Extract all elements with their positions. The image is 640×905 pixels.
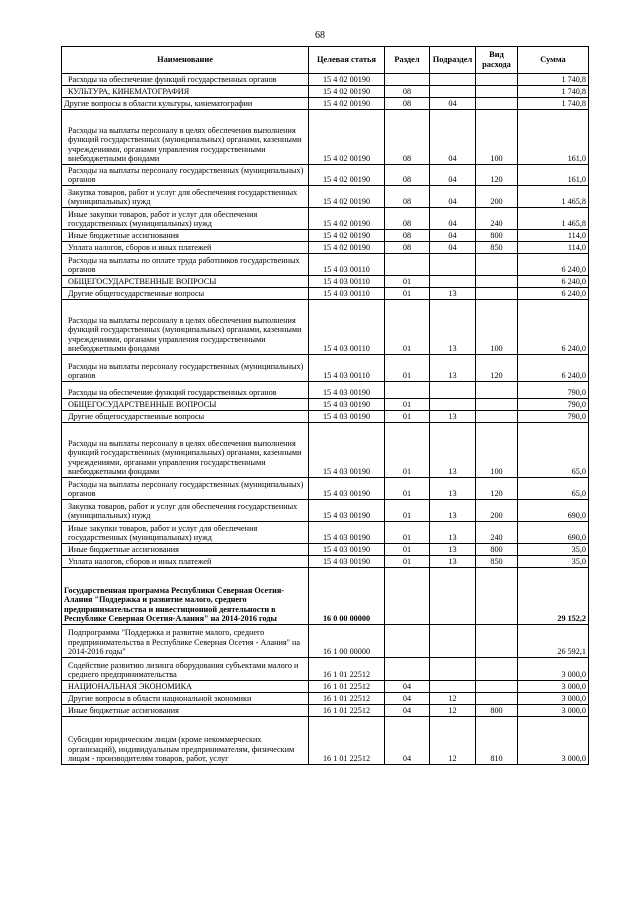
cell-section: 08 [385,165,430,186]
cell-target-article: 15 4 02 00190 [309,208,385,230]
cell-expense-type: 120 [476,355,518,382]
cell-subsection [430,86,476,98]
cell-target-article: 15 4 03 00190 [309,500,385,522]
cell-sum: 161,0 [518,165,589,186]
page-number: 68 [315,30,325,41]
cell-target-article: 15 4 02 00190 [309,74,385,86]
cell-expense-type: 120 [476,478,518,500]
cell-sum: 6 240,0 [518,288,589,300]
cell-name: Другие общегосударственные вопросы [62,411,309,423]
cell-section: 08 [385,110,430,165]
table-row [62,423,589,478]
table-row [62,98,589,110]
cell-name: Расходы на выплаты по оплате труда работников государственных органов [62,254,309,276]
cell-expense-type [476,86,518,98]
cell-subsection: 04 [430,208,476,230]
cell-sum: 3 000,0 [518,717,589,765]
cell-name: Расходы на выплаты персоналу государственных (муниципальных) органов [62,478,309,500]
cell-expense-type [476,568,518,625]
cell-subsection: 12 [430,693,476,705]
cell-target-article: 15 4 03 00190 [309,411,385,423]
cell-expense-type: 800 [476,230,518,242]
cell-target-article: 15 4 02 00190 [309,242,385,254]
cell-name: Другие общегосударственные вопросы [62,288,309,300]
cell-expense-type [476,288,518,300]
cell-expense-type: 240 [476,208,518,230]
cell-expense-type [476,681,518,693]
cell-target-article: 15 4 03 00190 [309,399,385,411]
cell-sum: 6 240,0 [518,300,589,355]
cell-subsection [430,568,476,625]
cell-name: Закупка товаров, работ и услуг для обеспечения государственных (муниципальных) нужд [62,500,309,522]
cell-subsection: 04 [430,110,476,165]
cell-subsection [430,382,476,399]
cell-sum: 114,0 [518,242,589,254]
table-row [62,556,589,568]
table-row [62,705,589,717]
budget-table [61,46,589,765]
cell-target-article: 15 4 03 00110 [309,300,385,355]
cell-name: Подпрограмма "Поддержка и развитие малого, среднего предпринимательства в Республике Северная Осетия - Алания" на 2014-2016 годы" [62,625,309,658]
cell-name: Иные закупки товаров, работ и услуг для обеспечения государственных (муниципальных) нужд [62,522,309,544]
cell-sum: 790,0 [518,411,589,423]
table-row [62,382,589,399]
cell-expense-type: 240 [476,522,518,544]
cell-subsection: 13 [430,355,476,382]
cell-subsection: 04 [430,98,476,110]
cell-subsection [430,399,476,411]
cell-section: 01 [385,478,430,500]
cell-sum: 65,0 [518,423,589,478]
cell-name: Уплата налогов, сборов и иных платежей [62,556,309,568]
table-row [62,522,589,544]
header-expense-type: Вид расхода [476,47,518,74]
cell-subsection [430,658,476,681]
table-row [62,478,589,500]
cell-name: Уплата налогов, сборов и иных платежей [62,242,309,254]
cell-target-article: 16 1 01 22512 [309,681,385,693]
cell-name: Иные бюджетные ассигнования [62,544,309,556]
table-row [62,544,589,556]
cell-target-article: 16 0 00 00000 [309,568,385,625]
cell-expense-type [476,382,518,399]
table-row [62,355,589,382]
cell-sum: 690,0 [518,522,589,544]
cell-name: Расходы на обеспечение функций государственных органов [62,74,309,86]
cell-subsection [430,254,476,276]
cell-section [385,658,430,681]
cell-expense-type: 100 [476,110,518,165]
cell-name: Другие вопросы в области культуры, кинематографии [62,98,309,110]
table-row [62,681,589,693]
cell-target-article: 16 1 01 22512 [309,705,385,717]
cell-sum: 29 152,2 [518,568,589,625]
cell-section: 04 [385,705,430,717]
cell-name: Содействие развитию лизинга оборудования субъектами малого и среднего предпринимательства [62,658,309,681]
cell-sum: 3 000,0 [518,658,589,681]
table-row [62,276,589,288]
cell-sum: 1 465,8 [518,208,589,230]
cell-subsection [430,74,476,86]
cell-sum: 35,0 [518,556,589,568]
cell-name: Субсидии юридическим лицам (кроме некоммерческих организаций), индивидуальным предпринимателям, физическим лицам - производителям товаров, работ, услуг [62,717,309,765]
cell-target-article: 16 1 01 22512 [309,658,385,681]
cell-target-article: 15 4 03 00110 [309,288,385,300]
cell-subsection: 04 [430,230,476,242]
cell-sum: 690,0 [518,500,589,522]
cell-sum: 26 592,1 [518,625,589,658]
header-name: Наименование [62,47,309,74]
table-row [62,411,589,423]
cell-expense-type: 850 [476,556,518,568]
table-row [62,658,589,681]
cell-subsection: 13 [430,522,476,544]
cell-target-article: 15 4 03 00110 [309,254,385,276]
cell-expense-type [476,98,518,110]
cell-subsection: 12 [430,717,476,765]
cell-target-article: 15 4 03 00190 [309,544,385,556]
cell-section: 04 [385,717,430,765]
cell-section: 01 [385,423,430,478]
cell-target-article: 15 4 02 00190 [309,186,385,208]
cell-name: НАЦИОНАЛЬНАЯ ЭКОНОМИКА [62,681,309,693]
cell-name: ОБЩЕГОСУДАРСТВЕННЫЕ ВОПРОСЫ [62,276,309,288]
cell-sum: 3 000,0 [518,693,589,705]
cell-sum: 790,0 [518,382,589,399]
cell-target-article: 15 4 03 00110 [309,355,385,382]
cell-subsection: 13 [430,544,476,556]
cell-section [385,382,430,399]
table-row [62,625,589,658]
table-header-row [62,47,589,74]
cell-name: ОБЩЕГОСУДАРСТВЕННЫЕ ВОПРОСЫ [62,399,309,411]
cell-target-article: 15 4 02 00190 [309,110,385,165]
cell-sum: 3 000,0 [518,681,589,693]
cell-name: Другие вопросы в области национальной экономики [62,693,309,705]
cell-subsection: 13 [430,288,476,300]
cell-name: Расходы на выплаты персоналу в целях обеспечения выполнения функций государственных (муниципальных) органами, казенными учреждениями, органами управления государственными внебюджетными фондами [62,300,309,355]
cell-target-article: 15 4 02 00190 [309,86,385,98]
cell-section: 08 [385,230,430,242]
cell-section: 01 [385,399,430,411]
table-row [62,208,589,230]
cell-section: 01 [385,544,430,556]
cell-subsection [430,681,476,693]
header-subsection: Подраздел [430,47,476,74]
cell-section: 01 [385,556,430,568]
cell-subsection: 13 [430,500,476,522]
cell-sum: 6 240,0 [518,355,589,382]
cell-name: Расходы на выплаты персоналу в целях обеспечения выполнения функций государственных (муниципальных) органами, казенными учреждениями, органами управления государственными внебюджетными фондами [62,110,309,165]
cell-sum: 65,0 [518,478,589,500]
cell-subsection: 13 [430,556,476,568]
table-row [62,74,589,86]
cell-expense-type [476,411,518,423]
table-row [62,568,589,625]
cell-section: 04 [385,693,430,705]
cell-expense-type [476,693,518,705]
cell-section: 04 [385,681,430,693]
cell-section [385,254,430,276]
cell-expense-type: 800 [476,705,518,717]
cell-sum: 35,0 [518,544,589,556]
cell-section: 01 [385,300,430,355]
cell-target-article: 16 1 00 00000 [309,625,385,658]
cell-subsection: 04 [430,165,476,186]
cell-section: 01 [385,355,430,382]
cell-expense-type: 120 [476,165,518,186]
cell-subsection: 13 [430,478,476,500]
cell-target-article: 15 4 03 00190 [309,556,385,568]
cell-target-article: 15 4 03 00110 [309,276,385,288]
cell-name: Расходы на выплаты персоналу в целях обеспечения выполнения функций государственных (муниципальных) органами, казенными учреждениями, органами управления государственными внебюджетными фондами [62,423,309,478]
cell-section: 01 [385,522,430,544]
cell-name: Расходы на обеспечение функций государственных органов [62,382,309,399]
table-row [62,288,589,300]
cell-section [385,74,430,86]
table-row [62,86,589,98]
cell-section: 08 [385,186,430,208]
cell-target-article: 15 4 03 00190 [309,423,385,478]
table-row [62,242,589,254]
cell-subsection: 12 [430,705,476,717]
cell-sum: 114,0 [518,230,589,242]
cell-expense-type: 100 [476,300,518,355]
cell-section: 01 [385,500,430,522]
cell-sum: 1 740,8 [518,74,589,86]
table-row [62,693,589,705]
table-row [62,186,589,208]
cell-subsection: 04 [430,186,476,208]
cell-sum: 161,0 [518,110,589,165]
table-body [62,74,589,765]
cell-target-article: 15 4 03 00190 [309,382,385,399]
table-row [62,165,589,186]
cell-expense-type: 800 [476,544,518,556]
header-target-article: Целевая статья [309,47,385,74]
cell-subsection: 13 [430,423,476,478]
header-sum: Сумма [518,47,589,74]
cell-name: Иные закупки товаров, работ и услуг для обеспечения государственных (муниципальных) нужд [62,208,309,230]
cell-target-article: 15 4 03 00190 [309,478,385,500]
cell-sum: 6 240,0 [518,254,589,276]
cell-expense-type [476,276,518,288]
cell-sum: 3 000,0 [518,705,589,717]
table-row [62,254,589,276]
cell-expense-type: 810 [476,717,518,765]
table-row [62,399,589,411]
cell-subsection: 13 [430,411,476,423]
cell-section [385,625,430,658]
cell-expense-type: 200 [476,500,518,522]
cell-target-article: 16 1 01 22512 [309,693,385,705]
cell-name: Иные бюджетные ассигнования [62,230,309,242]
cell-name: Расходы на выплаты персоналу государственных (муниципальных) органов [62,355,309,382]
cell-sum: 1 465,8 [518,186,589,208]
cell-target-article: 16 1 01 22512 [309,717,385,765]
cell-name: Государственная программа Республики Северная Осетия-Алания "Поддержка и развитие малого, среднего предпринимательства и инвестиционной деятельности в Республике Северная Осетия-Алания" на 2014-2016 годы [62,568,309,625]
cell-sum: 1 740,8 [518,86,589,98]
cell-expense-type: 200 [476,186,518,208]
cell-expense-type: 850 [476,242,518,254]
cell-name: Иные бюджетные ассигнования [62,705,309,717]
table-row [62,717,589,765]
cell-sum: 1 740,8 [518,98,589,110]
cell-expense-type [476,625,518,658]
cell-section [385,568,430,625]
cell-name: Расходы на выплаты персоналу государственных (муниципальных) органов [62,165,309,186]
table-row [62,230,589,242]
cell-target-article: 15 4 02 00190 [309,165,385,186]
cell-target-article: 15 4 02 00190 [309,230,385,242]
cell-section: 01 [385,411,430,423]
header-section: Раздел [385,47,430,74]
cell-section: 08 [385,98,430,110]
cell-name: КУЛЬТУРА, КИНЕМАТОГРАФИЯ [62,86,309,98]
cell-section: 08 [385,208,430,230]
cell-target-article: 15 4 02 00190 [309,98,385,110]
cell-sum: 6 240,0 [518,276,589,288]
cell-sum: 790,0 [518,399,589,411]
cell-name: Закупка товаров, работ и услуг для обеспечения государственных (муниципальных) нужд [62,186,309,208]
cell-expense-type [476,658,518,681]
cell-expense-type [476,399,518,411]
table-row [62,300,589,355]
table-row [62,110,589,165]
cell-subsection [430,276,476,288]
cell-section: 08 [385,86,430,98]
cell-expense-type [476,74,518,86]
cell-section: 01 [385,288,430,300]
cell-expense-type: 100 [476,423,518,478]
cell-expense-type [476,254,518,276]
cell-subsection: 13 [430,300,476,355]
cell-subsection: 04 [430,242,476,254]
cell-subsection [430,625,476,658]
table-row [62,500,589,522]
cell-section: 01 [385,276,430,288]
cell-target-article: 15 4 03 00190 [309,522,385,544]
cell-section: 08 [385,242,430,254]
